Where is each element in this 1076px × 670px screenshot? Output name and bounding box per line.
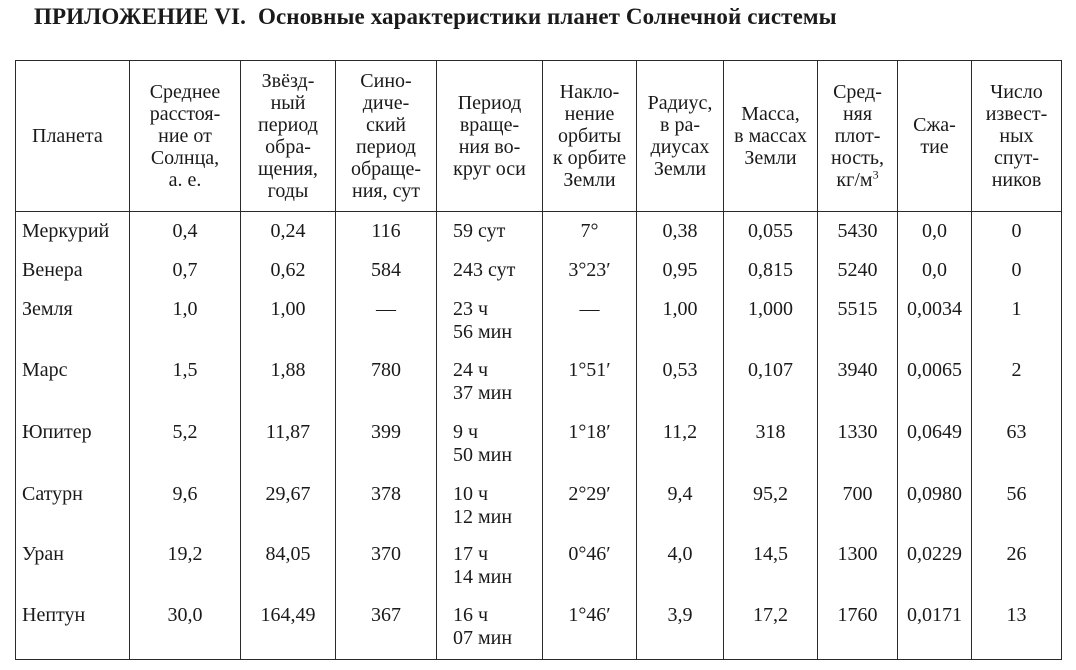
header-line-text: враще- — [459, 114, 520, 136]
header-sidereal-period — [241, 61, 336, 212]
header-line — [132, 81, 238, 103]
header-line — [726, 103, 815, 125]
page-title — [34, 4, 1064, 30]
header-line — [338, 136, 434, 158]
table-row — [16, 351, 1062, 413]
header-line — [820, 103, 895, 125]
oblateness-cell: 0,0649 — [898, 413, 972, 475]
table-row — [16, 212, 1062, 251]
header-superscript: 3 — [872, 167, 879, 182]
header-line — [726, 147, 815, 169]
sidereal-period-cell: 29,67 — [241, 475, 336, 535]
rotation-period-cell — [437, 251, 543, 290]
header-line-text: расстоя- — [149, 103, 221, 125]
header-line-text: диче- — [362, 92, 410, 114]
density-cell: 700 — [818, 475, 898, 535]
header-line-text: ние от — [158, 125, 212, 147]
rotation-line: 37 мин — [453, 381, 513, 404]
header-line-text: Земли — [653, 158, 707, 180]
mass-cell: 17,2 — [724, 596, 818, 660]
header-distance — [130, 61, 241, 212]
header-line-text: период — [258, 114, 318, 136]
satellites-cell: 26 — [972, 535, 1062, 596]
header-line-text: Радиус, — [647, 92, 713, 114]
header-line-text: Период — [457, 92, 522, 114]
rotation-line: 10 ч — [453, 482, 489, 505]
header-line-text: Число — [990, 81, 1043, 103]
header-line — [338, 70, 434, 92]
rotation-line: 56 мин — [453, 320, 513, 343]
header-line-text: диусах — [650, 136, 710, 158]
inclination-cell: 1°18′ — [543, 413, 637, 475]
header-line — [439, 114, 540, 136]
header-line-text: Масса, — [741, 103, 800, 125]
header-line — [439, 158, 540, 180]
table-row — [16, 475, 1062, 535]
header-line-text: спут- — [994, 147, 1039, 169]
header-line-text: в ра- — [660, 114, 700, 136]
header-line — [338, 92, 434, 114]
rotation-period-cell — [437, 596, 543, 660]
header-line — [639, 114, 721, 136]
header-synodic-period — [336, 61, 437, 212]
distance-cell: 1,0 — [130, 290, 241, 351]
header-line — [974, 147, 1059, 169]
radius-cell: 4,0 — [637, 535, 724, 596]
rotation-period-cell — [437, 535, 543, 596]
inclination-cell: 2°29′ — [543, 475, 637, 535]
planet-name: Меркурий — [16, 212, 130, 251]
header-line-text: Среднее — [149, 81, 221, 103]
density-cell: 5240 — [818, 251, 898, 290]
header-line — [243, 114, 333, 136]
oblateness-cell: 0,0065 — [898, 351, 972, 413]
header-line-text: орбиты — [557, 125, 622, 147]
header-line-text: ность, — [831, 147, 884, 169]
sidereal-period-cell: 11,87 — [241, 413, 336, 475]
radius-cell: 1,00 — [637, 290, 724, 351]
rotation-line: 24 ч — [453, 358, 489, 381]
header-line — [900, 136, 969, 158]
header-line-text: в массах — [734, 125, 807, 147]
header-radius — [637, 61, 724, 212]
rotation-line: 14 мин — [453, 565, 513, 588]
header-line — [974, 103, 1059, 125]
header-line — [338, 180, 434, 202]
header-line — [32, 125, 127, 147]
header-line — [900, 114, 969, 136]
radius-cell: 0,53 — [637, 351, 724, 413]
distance-cell: 0,7 — [130, 251, 241, 290]
oblateness-cell: 0,0171 — [898, 596, 972, 660]
planet-name: Марс — [16, 351, 130, 413]
header-line-text: кг/м — [836, 169, 873, 191]
sidereal-period-cell: 164,49 — [241, 596, 336, 660]
header-line-text: период — [356, 136, 416, 158]
oblateness-cell: 0,0 — [898, 251, 972, 290]
header-inclination — [543, 61, 637, 212]
header-line-text: тие — [920, 136, 949, 158]
header-line-text: годы — [267, 180, 309, 202]
header-line-text: Сжа- — [913, 114, 956, 136]
sidereal-period-cell: 1,00 — [241, 290, 336, 351]
header-line-text: ния во- — [458, 136, 521, 158]
header-line-text: извест- — [985, 103, 1048, 125]
inclination-cell: 3°23′ — [543, 251, 637, 290]
sidereal-period-cell: 0,24 — [241, 212, 336, 251]
header-line — [974, 169, 1059, 191]
inclination-cell: — — [543, 290, 637, 351]
header-row — [16, 61, 1062, 212]
distance-cell: 0,4 — [130, 212, 241, 251]
mass-cell: 14,5 — [724, 535, 818, 596]
mass-cell: 318 — [724, 413, 818, 475]
table-row — [16, 413, 1062, 475]
oblateness-cell: 0,0229 — [898, 535, 972, 596]
oblateness-cell: 0,0034 — [898, 290, 972, 351]
mass-cell: 0,107 — [724, 351, 818, 413]
rotation-line: 17 ч — [453, 542, 489, 565]
planet-name: Земля — [16, 290, 130, 351]
header-line — [545, 147, 634, 169]
oblateness-cell: 0,0 — [898, 212, 972, 251]
distance-cell: 19,2 — [130, 535, 241, 596]
rotation-line: 9 ч — [453, 420, 479, 443]
synodic-period-cell: — — [336, 290, 437, 351]
header-line — [820, 125, 895, 147]
header-line-text: к орбите — [552, 147, 627, 169]
header-satellites — [972, 61, 1062, 212]
header-mass — [724, 61, 818, 212]
header-line — [820, 169, 895, 191]
header-line — [726, 125, 815, 147]
radius-cell: 3,9 — [637, 596, 724, 660]
header-line-text: Солнца, — [150, 147, 220, 169]
synodic-period-cell: 378 — [336, 475, 437, 535]
rotation-line: 50 мин — [453, 443, 513, 466]
header-line-text: ников — [991, 169, 1042, 191]
satellites-cell: 1 — [972, 290, 1062, 351]
rotation-period-cell — [437, 290, 543, 351]
satellites-cell: 63 — [972, 413, 1062, 475]
mass-cell: 95,2 — [724, 475, 818, 535]
sidereal-period-cell: 0,62 — [241, 251, 336, 290]
header-line — [243, 180, 333, 202]
planet-name: Венера — [16, 251, 130, 290]
header-rotation-period — [437, 61, 543, 212]
mass-cell: 1,000 — [724, 290, 818, 351]
header-line — [132, 125, 238, 147]
oblateness-cell: 0,0980 — [898, 475, 972, 535]
header-line — [439, 92, 540, 114]
header-line-text: Накло- — [559, 81, 620, 103]
header-line — [639, 92, 721, 114]
satellites-cell: 0 — [972, 251, 1062, 290]
appendix-label: ПРИЛОЖЕНИЕ VI. — [34, 4, 246, 29]
synodic-period-cell: 584 — [336, 251, 437, 290]
inclination-cell: 0°46′ — [543, 535, 637, 596]
header-planet — [16, 61, 130, 212]
appendix-title: Основные характеристики планет Солнечной системы — [257, 4, 837, 29]
header-line — [820, 81, 895, 103]
header-line — [639, 158, 721, 180]
satellites-cell: 56 — [972, 475, 1062, 535]
header-line-text: Звёзд- — [261, 70, 315, 92]
header-line — [545, 169, 634, 191]
header-line — [132, 169, 238, 191]
inclination-cell: 1°46′ — [543, 596, 637, 660]
header-line-text: Планета — [32, 125, 103, 147]
header-line-text: ных — [999, 125, 1034, 147]
table-header — [16, 61, 1062, 212]
density-cell: 3940 — [818, 351, 898, 413]
header-line-text: ский — [366, 114, 406, 136]
rotation-line: 23 ч — [453, 297, 489, 320]
planet-name: Сатурн — [16, 475, 130, 535]
header-line — [639, 136, 721, 158]
header-line — [974, 81, 1059, 103]
radius-cell: 11,2 — [637, 413, 724, 475]
density-cell: 5430 — [818, 212, 898, 251]
density-cell: 5515 — [818, 290, 898, 351]
planet-name: Уран — [16, 535, 130, 596]
density-cell: 1300 — [818, 535, 898, 596]
header-density — [818, 61, 898, 212]
header-line — [439, 136, 540, 158]
table-row — [16, 251, 1062, 290]
density-cell: 1760 — [818, 596, 898, 660]
rotation-period-cell — [437, 212, 543, 251]
radius-cell: 0,95 — [637, 251, 724, 290]
header-line-text: няя — [842, 103, 873, 125]
satellites-cell: 2 — [972, 351, 1062, 413]
sidereal-period-cell: 84,05 — [241, 535, 336, 596]
synodic-period-cell: 367 — [336, 596, 437, 660]
mass-cell: 0,815 — [724, 251, 818, 290]
header-line — [338, 114, 434, 136]
satellites-cell: 13 — [972, 596, 1062, 660]
rotation-period-cell — [437, 475, 543, 535]
header-line-text: нение — [564, 103, 615, 125]
header-line-text: Сино- — [360, 70, 412, 92]
table-row — [16, 596, 1062, 660]
table-row — [16, 535, 1062, 596]
mass-cell: 0,055 — [724, 212, 818, 251]
synodic-period-cell: 116 — [336, 212, 437, 251]
header-line-text: круг оси — [453, 158, 526, 180]
header-line-text: ния, сут — [352, 180, 420, 202]
header-line — [338, 158, 434, 180]
header-line — [243, 92, 333, 114]
radius-cell: 9,4 — [637, 475, 724, 535]
inclination-cell: 1°51′ — [543, 351, 637, 413]
header-oblateness — [898, 61, 972, 212]
rotation-period-cell — [437, 413, 543, 475]
header-line-text: плот- — [834, 125, 881, 147]
header-line — [545, 125, 634, 147]
header-line-text: щения, — [258, 158, 318, 180]
distance-cell: 9,6 — [130, 475, 241, 535]
radius-cell: 0,38 — [637, 212, 724, 251]
planets-table — [15, 60, 1062, 660]
planet-name: Нептун — [16, 596, 130, 660]
header-line-text: обраще- — [351, 158, 421, 180]
rotation-line: 07 мин — [453, 626, 513, 649]
synodic-period-cell: 399 — [336, 413, 437, 475]
table-row — [16, 290, 1062, 351]
density-cell: 1330 — [818, 413, 898, 475]
rotation-line: 16 ч — [453, 603, 489, 626]
header-line-text: обра- — [265, 136, 311, 158]
header-line-text: Земли — [744, 147, 797, 169]
header-line — [243, 70, 333, 92]
rotation-line: 59 сут — [453, 220, 506, 242]
table-body — [16, 212, 1062, 660]
rotation-line: 243 сут — [453, 258, 516, 281]
header-line-text: а. е. — [168, 169, 202, 191]
satellites-cell: 0 — [972, 212, 1062, 251]
synodic-period-cell: 780 — [336, 351, 437, 413]
header-line — [132, 147, 238, 169]
header-line — [243, 136, 333, 158]
distance-cell: 1,5 — [130, 351, 241, 413]
header-line — [974, 125, 1059, 147]
header-line — [545, 81, 634, 103]
header-line-text: Земли — [563, 169, 616, 191]
rotation-period-cell — [437, 351, 543, 413]
header-line — [820, 147, 895, 169]
header-line — [545, 103, 634, 125]
header-line — [132, 103, 238, 125]
inclination-cell: 7° — [543, 212, 637, 251]
header-line-text: Сред- — [833, 81, 882, 103]
distance-cell: 30,0 — [130, 596, 241, 660]
sidereal-period-cell: 1,88 — [241, 351, 336, 413]
distance-cell: 5,2 — [130, 413, 241, 475]
synodic-period-cell: 370 — [336, 535, 437, 596]
header-line-text: ный — [270, 92, 306, 114]
planet-name: Юпитер — [16, 413, 130, 475]
header-line — [243, 158, 333, 180]
rotation-line: 12 мин — [453, 505, 513, 528]
